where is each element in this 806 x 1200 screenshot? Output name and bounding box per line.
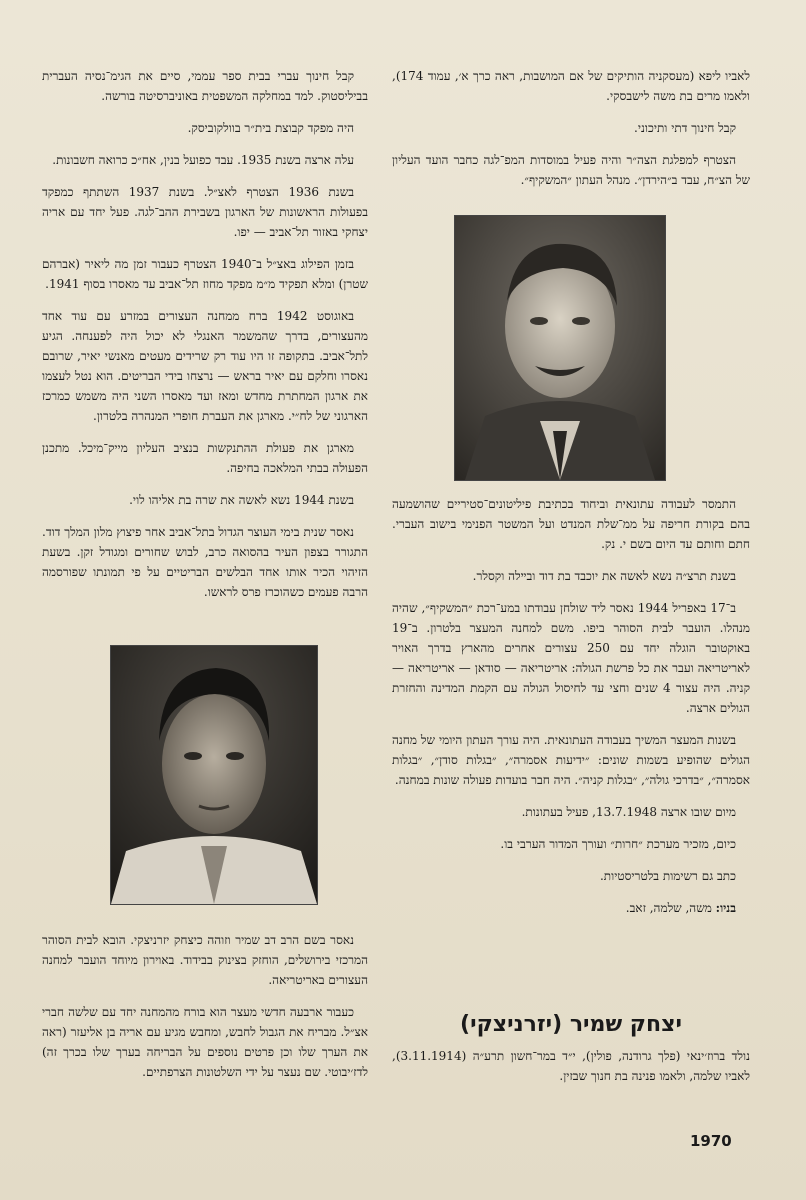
paragraph: היה מפקד קבוצת בית״ר בוולקוביסק. <box>187 121 354 135</box>
portrait-photo-young-man <box>110 645 318 905</box>
paragraph: מארגן את פעולת ההתנקשות בנציב העליון מייק־מיכל. מתכנן הפעולה בבתי המלאכה בחיפה. <box>42 441 368 475</box>
children-names: משה, שלמה, זאב. <box>625 901 712 915</box>
left-column-bottom <box>42 930 368 1094</box>
paragraph: נולד ברוז׳ינאי (פלך גרודנה, פולין), י״ד במר־חשון תרע״ה (3.11.1914), לאביו שלמה, ולאמו פנינה בת חנוך שבזין. <box>392 1049 750 1083</box>
paragraph: התמסר לעבודה עתונאית וביחוד בכתיבת פיליטונים־סטיריים שהושמעה בהם בקורת חריפה על ממ־שלת המנדט ועל המשטר הפנימי בישוב העברי. חתם וחותם עד היום בשם י. נק. <box>392 497 750 551</box>
paragraph: ב־17 באפריל 1944 נאסר ליד שולחן עבודתו במע־רכת ״המשקיף״, שהיה מנהלו. הועבר לבית הסוהר ביפו. משם למחנה המעצר בלטרון. ב־19 באוקטובר הוגלה יחד עם 250 עצורים אחרים מהארץ בדרך האויר לאריטריאה ועבר את כל פרשת הגולה: אריטריאה — סודאן — אריטריאה — קניה. היה עצור 4 שנים וחצי עד לחיסול הגולה עם הקמת המדינה והחזרת הגולים ארצה. <box>392 601 751 715</box>
left-column-top <box>42 66 368 614</box>
paragraph: מיום שובו ארצה 13.7.1948, פעיל בעתונות. <box>521 805 736 819</box>
paragraph: בשנות המעצר המשיך בעבודה העתונאית. היה עורך העתון היומי של מחנה הגולים שהופיע בשמות שונים: ״ידיעות אסמרה״, ״בגלות סודן״, ״בגלות אסמרה״, ״בדרכי גולה״, ״בגלות קניה״. היה חבר בועדות פעולה שונות במחנה. <box>392 733 750 787</box>
paragraph: בשנת 1944 נשא לאשה את שרה בת אליהו לוי. <box>129 493 354 507</box>
portrait-photo-man-with-mustache <box>454 215 666 481</box>
paragraph: בשנת 1936 הצטרף לאצ״ל. בשנת 1937 השתתף כמפקד בפעולות הראשונות של הארגון בשבירת ההב־לגה. פעל יחד עם אריה יצחקי באזור תל־אביב — יפו. <box>42 185 368 239</box>
paragraph: כיום, מזכיר מערכת ״חרות״ ועורך המדור הערבי בו. <box>500 837 736 851</box>
paragraph: נאסר שנית בימי העוצר הגדול בתל־אביב אחר פיצוץ מלון המלך דוד. התגורר בצפון העיר בהסואה כרב, לבוש שחורים ומגודל זקן. בשעת הזיהוי הכיר אותו אחד הבלשים הבריטיים על פי תמונתו שפורסמה הרבה פעמים כשהוכרז פרס לראשו. <box>42 525 368 599</box>
paragraph: הצטרף למפלגת הצה״ר והיה פעיל במוסדות המפ־לגה כחבר הועד העליון של הצ״ח, עבד ב״הירדן״. מנהל העתון ״המשקיף״. <box>392 153 750 187</box>
paragraph: באוגוסט 1942 ברח ממחנה העצורים במזרע עם עוד אחד מהעצורים, בדרך שהמשמר האנגלי לא יכול היה לפענחה. הגיע לתל־אביב. בתקופה זו היו עוד רק שרידים מעטים מאנשי יאיר, שרובם נאסרו וחלקם עם יאיר בראש — נרצחו בידי הבריטים. הוא נטל לעצמו את ארגון המחתרת מחדש ומאז ועד מאסרו השני היה משמש כמרכז הארגוני של לח״י. מארגן את העברת חופרי המנהרה בלטרון. <box>42 309 368 423</box>
paragraph: קבל חינוך עברי בבית ספר עממי, סיים את הגימ־נסיה העברית בביליסטוק. למד במחלקה המשפטית באוניברסיטה בורשה. <box>42 69 368 103</box>
paragraph: עלה ארצה בשנת 1935. עבד כפועל בנין, אח״כ כרואה חשבונות. <box>52 153 354 167</box>
paragraph: כעבור ארבעה חדשי מעצר הוא בורח מהמחנה יחד עם שלשה חברי אצ״ל. מבריח את הגבול לחבש, ומחבש מגיע עם אריה בן אליעזר (ראה את הערך שלו וכן פרטים נוספים על הבריחה בערך שלו בכרך זה) לדז׳יבוטי. שם נעצר על ידי השלטונות הצרפתיים. <box>42 1005 368 1079</box>
paragraph: בזמן הפילוג באצ״ל ב־1940 הצטרף כעבור זמן מה ליאיר (אברהם שטרן) ומלא תפקיד מ״מ מפקד מחוז תל־אביב עד מאסרו בסוף 1941. <box>42 257 368 291</box>
paragraph: לאביו ליפא (מעסקניה הותיקים של אם המושבות, ראה כרך א׳, עמוד 174), ולאמו מרים בת משה לישבסקי. <box>392 69 750 103</box>
entry-heading: יצחק שמיר (יזרניצקי) <box>460 1012 682 1037</box>
paragraph: בשנת תרצ״ה נשא לאשה את יוכבד בת דוד ובײלה וקסלר. <box>472 569 736 583</box>
right-column-bottom <box>392 494 750 930</box>
children-label: בניו: <box>715 901 736 915</box>
paragraph: כתב גם רשימות בלטריסטיות. <box>599 869 736 883</box>
entry-intro <box>392 1046 750 1098</box>
right-column-top <box>392 66 750 202</box>
page-number: 1970 <box>690 1132 732 1150</box>
children-line <box>392 898 750 918</box>
paragraph: נאסר בשם הרב דב שמיר וזוהה כיצחק יזרניצקי. הובא לבית הסוהר המרכזי בירושלים, הוחזק בצינוק בבידוד. באוירון מיוחד הועבר למחנה העצורים באריטריאה. <box>42 933 368 987</box>
paragraph: קבל חינוך דתי ותיכוני. <box>634 121 736 135</box>
